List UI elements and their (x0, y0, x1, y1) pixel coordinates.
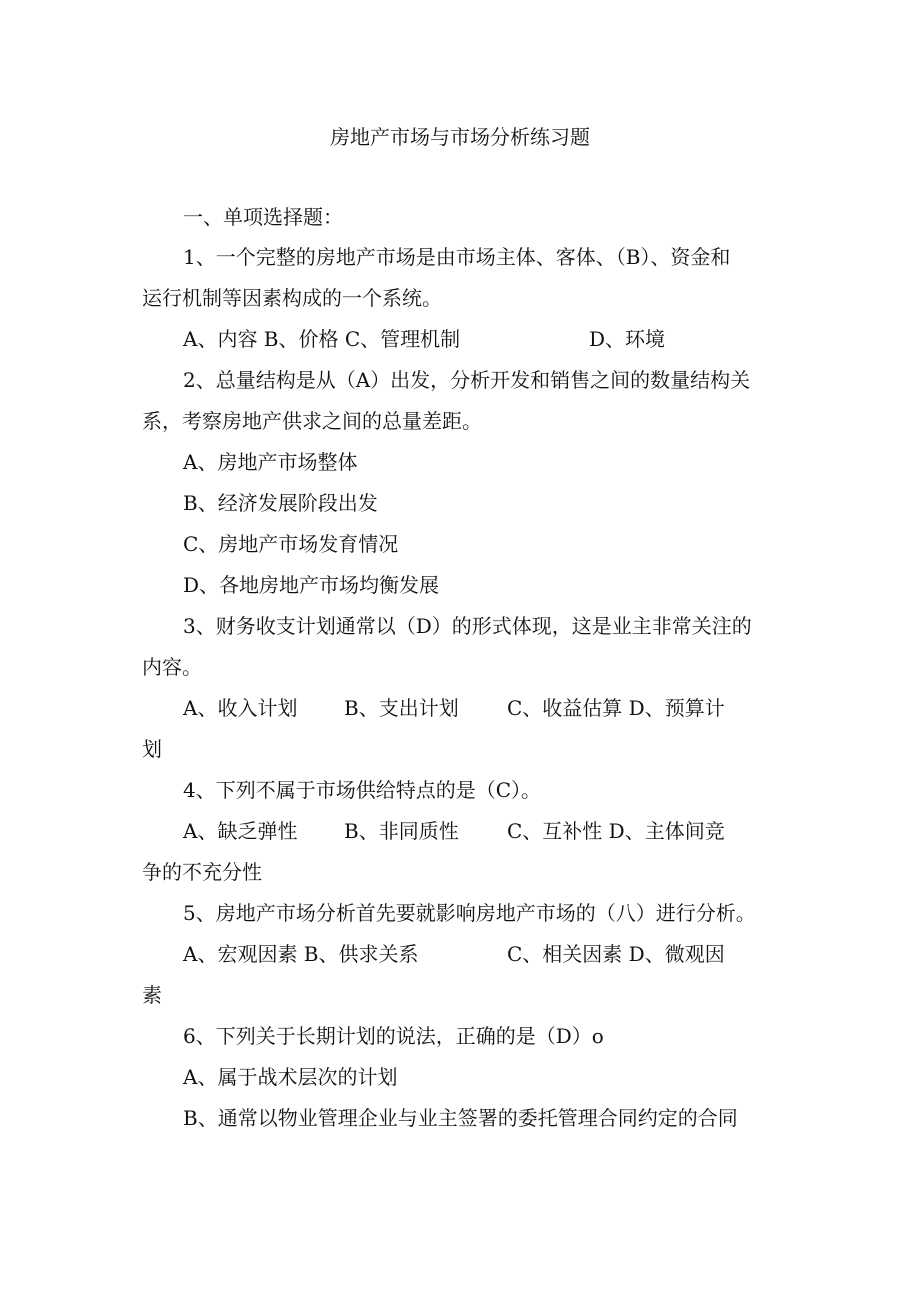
question-4-line-1: 4、下列不属于市场供给特点的是（C）。 (183, 778, 542, 802)
question-1-line-2: 运行机制等因素构成的一个系统。 (142, 286, 442, 310)
question-4-option-cd: C、互补性 D、主体间竞 (507, 819, 725, 843)
question-5-option-ab: A、宏观因素 B、供求关系 (183, 942, 419, 966)
question-6-option-a: A、属于战术层次的计划 (183, 1065, 398, 1089)
question-4-option-b: B、非同质性 (344, 819, 459, 843)
question-6-option-b: B、通常以物业管理企业与业主签署的委托管理合同约定的合同 (183, 1106, 738, 1130)
question-2-option-c: C、房地产市场发育情况 (183, 532, 399, 556)
document-title: 房地产市场与市场分析练习题 (330, 125, 590, 149)
question-2-option-a: A、房地产市场整体 (183, 450, 358, 474)
question-5-option-cd: C、相关因素 D、微观因 (507, 942, 725, 966)
question-5-options-wrap: 素 (142, 983, 162, 1007)
question-3-option-cd: C、收益估算 D、预算计 (507, 696, 725, 720)
question-1-line-1: 1、一个完整的房地产市场是由市场主体、客体、（B）、资金和 (183, 245, 731, 269)
question-5-line-1: 5、房地产市场分析首先要就影响房地产市场的（八）进行分析。 (183, 901, 756, 925)
question-2-line-2: 系，考察房地产供求之间的总量差距。 (142, 409, 482, 433)
question-2-option-b: B、经济发展阶段出发 (183, 491, 378, 515)
question-1-options-abc: A、内容 B、价格 C、管理机制 (183, 327, 461, 351)
question-3-line-2: 内容。 (142, 655, 202, 679)
question-3-option-b: B、支出计划 (344, 696, 459, 720)
question-1-option-d: D、环境 (589, 327, 666, 351)
question-3-option-a: A、收入计划 (183, 696, 298, 720)
question-3-line-1: 3、财务收支计划通常以（D）的形式体现，这是业主非常关注的 (183, 614, 752, 638)
section-heading: 一、单项选择题： (183, 205, 343, 229)
question-3-options-wrap: 划 (142, 737, 162, 761)
question-2-line-1: 2、总量结构是从（A）出发，分析开发和销售之间的数量结构关 (183, 368, 751, 392)
question-4-options-wrap: 争的不充分性 (142, 860, 262, 884)
question-4-option-a: A、缺乏弹性 (183, 819, 298, 843)
question-6-line-1: 6、下列关于长期计划的说法，正确的是（D）o (183, 1024, 604, 1048)
question-2-option-d: D、各地房地产市场均衡发展 (183, 573, 440, 597)
